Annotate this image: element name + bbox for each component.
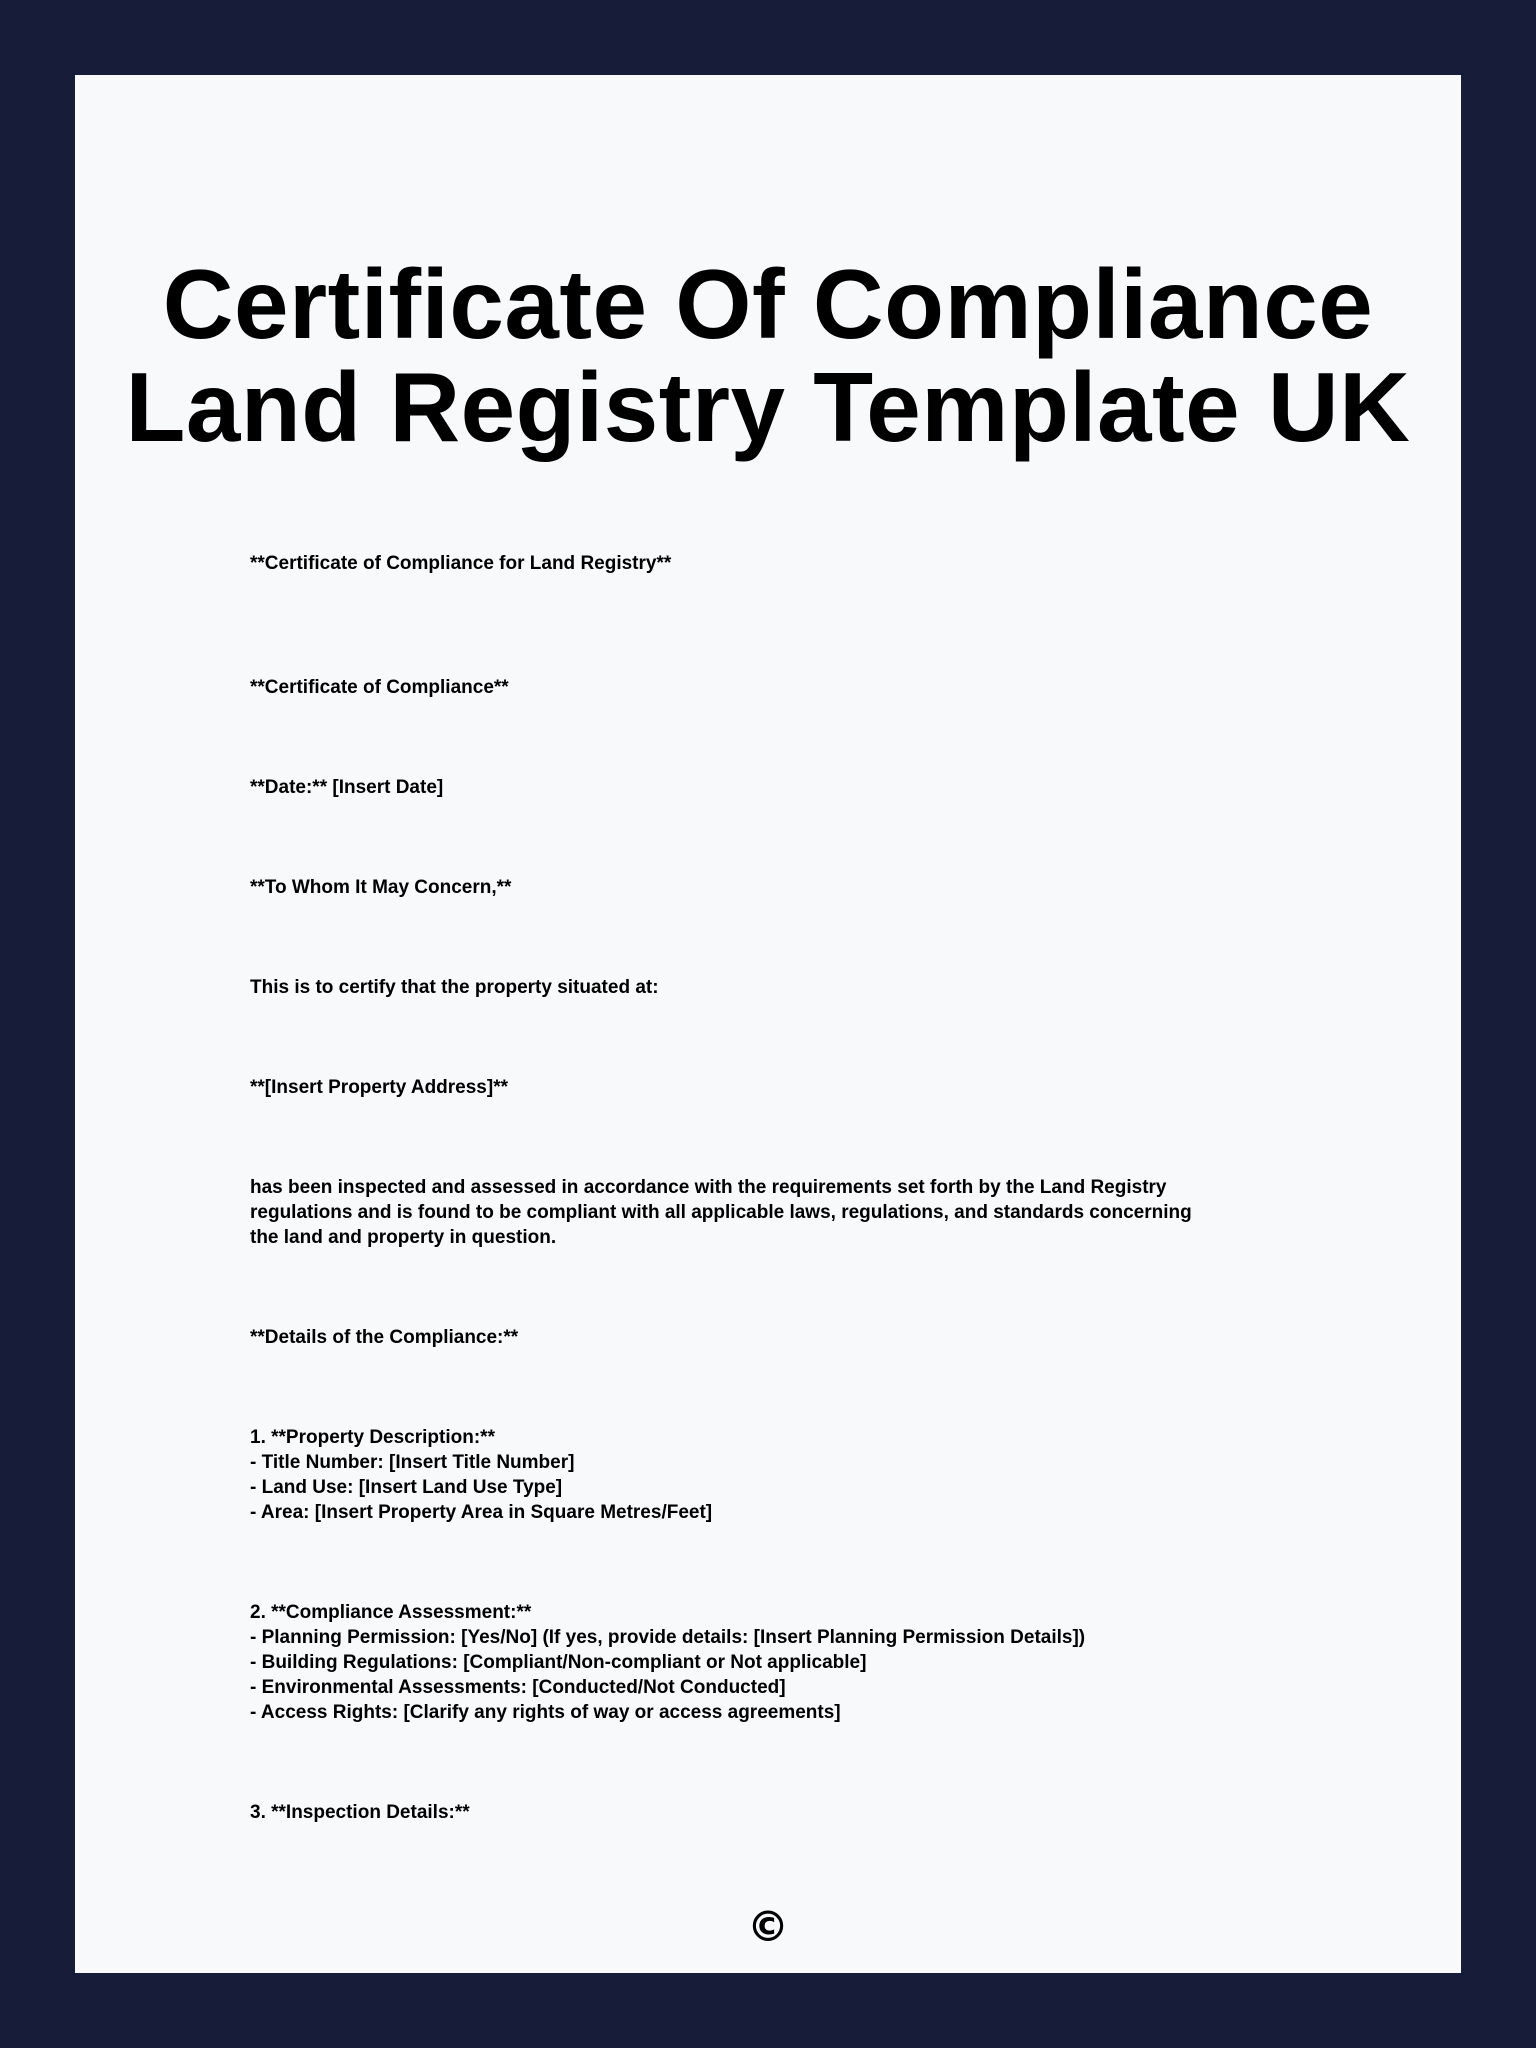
- compliance-statement: has been inspected and assessed in accordance with the requirements set forth by the Land Registry regulations and is found to be compliant with all applicable laws, regulations, and standards concerning the land and property in question.: [250, 1177, 1192, 1248]
- compliance-assessment-section: 2. **Compliance Assessment:** - Planning Permission: [Yes/No] (If yes, provide details: [Insert Planning Permission Details]) - Building Regulations: [Compliant/Non-compliant or Not applicable] - Environmental Assessments: [Conducted/Not Conducted] - Access Rights: [Clarify any rights of way or access agreements]: [250, 1602, 1086, 1723]
- salutation: **To Whom It May Concern,**: [250, 877, 512, 898]
- certificate-heading: **Certificate of Compliance for Land Registry**: [250, 553, 672, 574]
- inspection-details-section: 3. **Inspection Details:**: [250, 1802, 470, 1823]
- property-address: **[Insert Property Address]**: [250, 1077, 508, 1098]
- details-heading: **Details of the Compliance:**: [250, 1327, 519, 1348]
- document-title-line-1: Certificate Of Compliance: [162, 249, 1374, 359]
- property-description-section: 1. **Property Description:** - Title Number: [Insert Title Number] - Land Use: [Insert Land Use Type] - Area: [Insert Property Area in Square Metres/Feet]: [250, 1427, 713, 1523]
- date-line: **Date:** [Insert Date]: [250, 777, 444, 798]
- copyright-symbol: ©: [747, 1902, 789, 1951]
- document-title-line-2: Land Registry Template UK: [125, 352, 1411, 462]
- certify-statement: This is to certify that the property situated at:: [250, 977, 659, 998]
- document-page: [75, 75, 1461, 1973]
- certificate-subheading: **Certificate of Compliance**: [250, 677, 509, 698]
- document-title: [75, 249, 1461, 462]
